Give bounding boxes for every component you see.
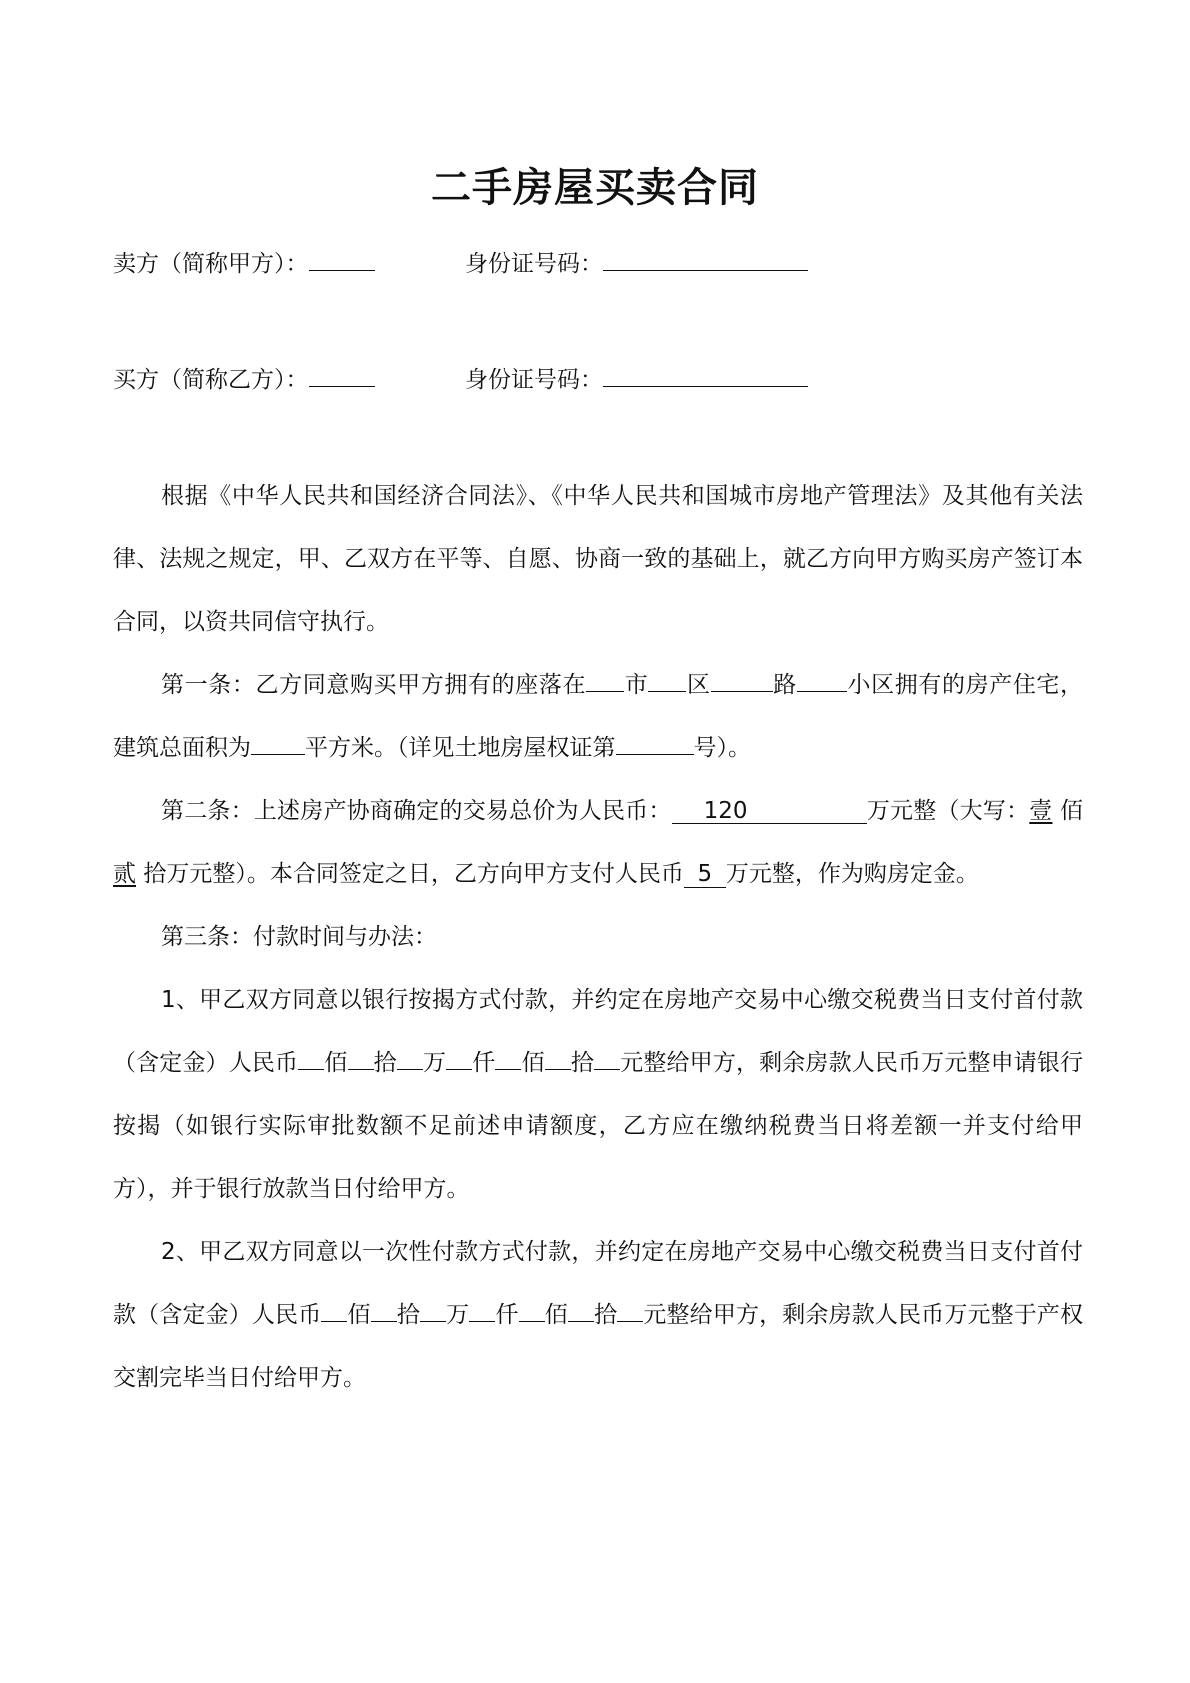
buyer-id-label: 身份证号码： xyxy=(465,367,603,393)
community-blank xyxy=(797,665,847,692)
item-1-blank-3 xyxy=(397,1043,423,1070)
buyer-field xyxy=(113,363,375,397)
preamble-paragraph: 根据《中华人民共和国经济合同法》、《中华人民共和国城市房地产管理法》及其他有关法律、法规之规定，甲、乙双方在平等、自愿、协商一致的基础上，就乙方向甲方购买房产签订本合同，以资共同信守执行。 xyxy=(113,483,1083,635)
buyer-line xyxy=(113,363,1093,397)
article-3-heading: 第三条：付款时间与办法： xyxy=(161,924,437,950)
total-price-value: 120 xyxy=(672,798,867,824)
district-blank xyxy=(648,665,686,692)
item-1-text-b: 元整给甲方，剩余房款人民币万元整申请银行按揭（如银行实际审批数额不足前述申请额度，乙方应在缴纳税费当日将差额一并支付给甲方），并于银行放款当日付给甲方。 xyxy=(113,1050,1084,1202)
article-1-text-c: 平方米。（详见土地房屋权证第 xyxy=(305,735,616,761)
item-1-unit-5: 佰 xyxy=(521,1050,545,1076)
district-label: 区 xyxy=(686,672,711,698)
article-2 xyxy=(113,780,1083,906)
item-2-unit-2: 拾 xyxy=(396,1302,420,1328)
price-tens-chinese: 贰 xyxy=(113,861,136,887)
seller-line xyxy=(113,247,1093,281)
item-2-unit-4: 仟 xyxy=(495,1302,519,1328)
article-1 xyxy=(113,654,1083,780)
item-1-blank-1 xyxy=(298,1043,324,1070)
item-1-blank-6 xyxy=(545,1043,571,1070)
item-2-blank-7 xyxy=(617,1295,643,1322)
item-1-blank-2 xyxy=(348,1043,374,1070)
buyer-id-field xyxy=(465,363,808,397)
contract-body xyxy=(113,465,1083,1410)
document-title: 二手房屋买卖合同 xyxy=(431,165,759,211)
price-hundreds-chinese: 壹 xyxy=(1029,798,1053,824)
seller-field xyxy=(113,247,375,281)
article-1-text-b: 小区拥有的房产住宅，建筑总面积为 xyxy=(113,672,1084,761)
item-2-unit-3: 万 xyxy=(445,1302,470,1328)
article-3-item-2 xyxy=(113,1221,1083,1410)
item-2-text-b: 元整给甲方，剩余房款人民币万元整于产权交割完毕当日付给甲方。 xyxy=(113,1302,1084,1391)
buyer-label: 买方（简称乙方）： xyxy=(113,367,309,393)
item-2-blank-5 xyxy=(519,1295,545,1322)
deposit-value: 5 xyxy=(684,861,726,888)
seller-id-field xyxy=(465,247,808,281)
certificate-blank xyxy=(616,728,694,755)
item-2-text-a: 2、甲乙双方同意以一次性付款方式付款，并约定在房地产交易中心缴交税费当日支付首付款（含定金）人民币 xyxy=(113,1239,1083,1328)
item-1-unit-6: 拾 xyxy=(570,1050,595,1076)
buyer-id-blank xyxy=(603,364,808,387)
item-1-unit-3: 万 xyxy=(422,1050,447,1076)
area-blank xyxy=(251,728,305,755)
item-1-unit-1: 佰 xyxy=(324,1050,348,1076)
article-2-text-d: 万元整，作为购房定金。 xyxy=(725,861,979,887)
seller-id-label: 身份证号码： xyxy=(465,251,603,277)
item-2-unit-6: 拾 xyxy=(593,1302,618,1328)
price-hundreds-unit: 佰 xyxy=(1060,798,1084,824)
item-1-unit-4: 仟 xyxy=(472,1050,496,1076)
city-blank xyxy=(586,665,624,692)
article-2-text-c: 拾万元整）。本合同签定之日，乙方向甲方支付人民币 xyxy=(143,861,684,887)
item-2-blank-1 xyxy=(321,1295,347,1322)
item-1-unit-2: 拾 xyxy=(373,1050,397,1076)
road-blank xyxy=(711,665,773,692)
article-3-item-1 xyxy=(113,969,1083,1221)
item-1-blank-5 xyxy=(495,1043,521,1070)
article-1-text-d: 号）。 xyxy=(693,735,751,761)
item-1-blank-4 xyxy=(446,1043,472,1070)
item-2-blank-6 xyxy=(568,1295,594,1322)
seller-label: 卖方（简称甲方）： xyxy=(113,251,309,277)
seller-id-blank xyxy=(603,248,808,271)
item-2-unit-1: 佰 xyxy=(347,1302,371,1328)
road-label: 路 xyxy=(772,672,797,698)
item-2-blank-4 xyxy=(469,1295,495,1322)
item-2-blank-2 xyxy=(371,1295,397,1322)
item-2-blank-3 xyxy=(420,1295,446,1322)
article-2-text-b: 万元整（大写： xyxy=(866,798,1030,824)
item-2-unit-5: 佰 xyxy=(544,1302,568,1328)
item-1-text-a: 1、甲乙双方同意以银行按揭方式付款，并约定在房地产交易中心缴交税费当日支付首付款（含定金）人民币 xyxy=(113,987,1083,1076)
buyer-name-blank xyxy=(309,364,375,387)
item-1-blank-7 xyxy=(594,1043,620,1070)
seller-name-blank xyxy=(309,248,375,271)
article-2-text-a: 第二条：上述房产协商确定的交易总价为人民币： xyxy=(161,798,672,824)
city-label: 市 xyxy=(624,672,649,698)
article-1-text-a: 第一条：乙方同意购买甲方拥有的座落在 xyxy=(161,672,587,698)
